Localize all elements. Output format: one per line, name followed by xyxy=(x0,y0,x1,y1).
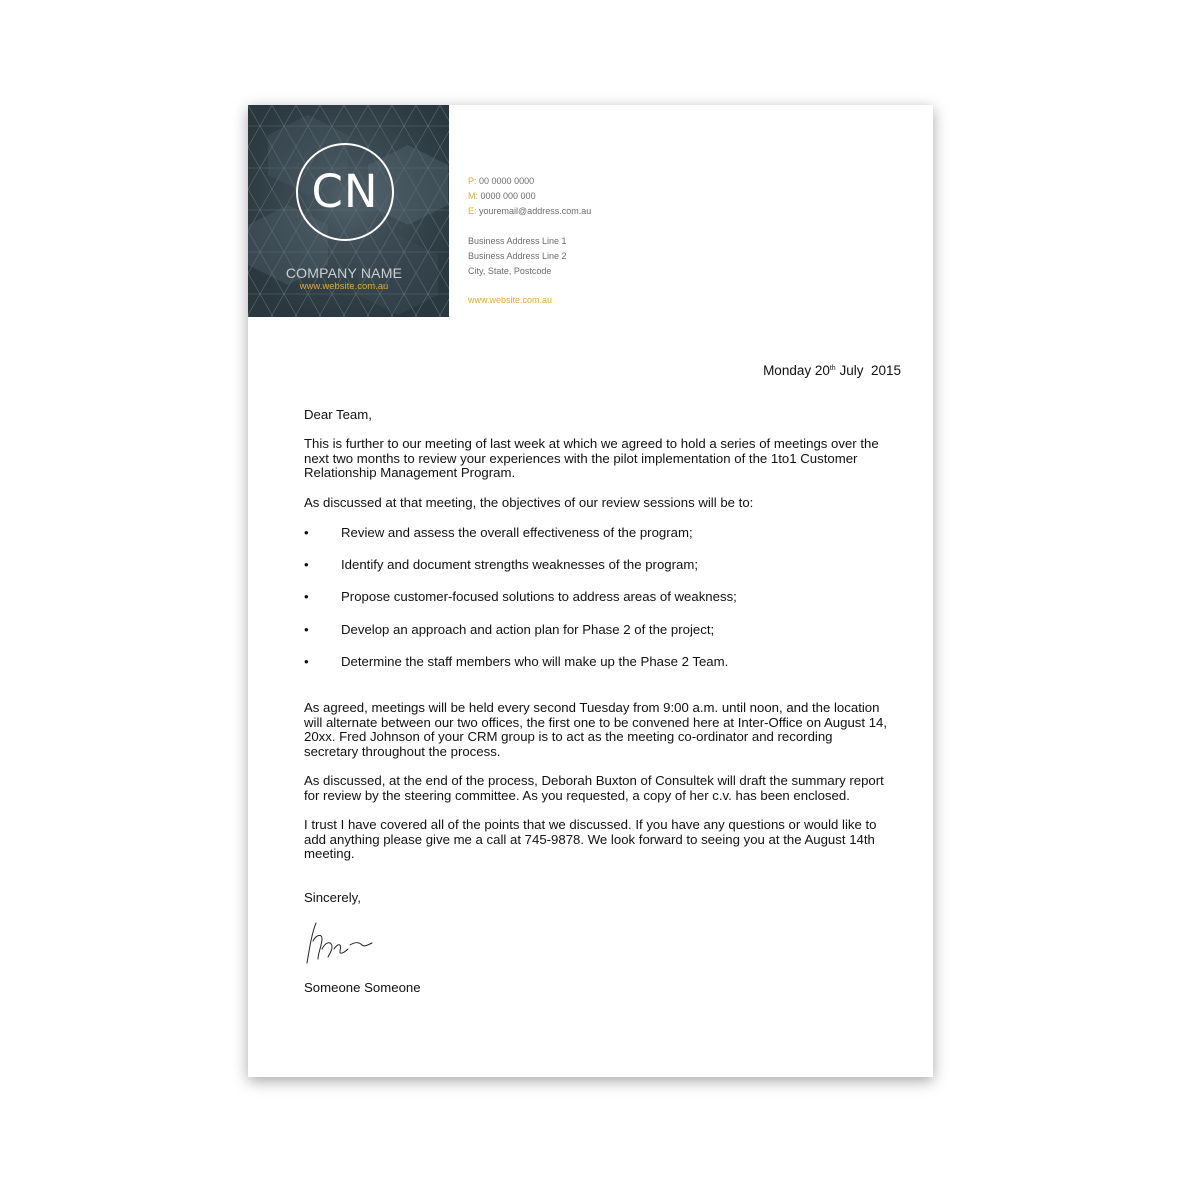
salutation: Dear Team, xyxy=(304,407,372,422)
bullet-dot: • xyxy=(304,589,309,604)
list-item-text: Identify and document strengths weaknesses of the program; xyxy=(341,557,698,572)
closing-word: Sincerely, xyxy=(304,890,361,905)
logo-initials: CN xyxy=(311,164,379,218)
mobile-label: M: xyxy=(468,191,478,201)
bullet-dot: • xyxy=(304,557,309,572)
email-label: E: xyxy=(468,206,477,216)
list-item-text: Determine the staff members who will make up the Phase 2 Team. xyxy=(341,654,729,669)
mobile-value: 0000 000 000 xyxy=(480,191,536,201)
address-line-2: Business Address Line 2 xyxy=(468,251,567,261)
paragraph-closing: I trust I have covered all of the points that we discussed. If you have any questions or would like to add anything please give me a call at 745-9878. We look forward to seeing you at the August 14th meeting. xyxy=(304,817,877,862)
letter-date xyxy=(763,363,901,378)
email-value: youremail@address.com.au xyxy=(479,206,592,216)
signature-image xyxy=(304,919,384,967)
company-logo-block xyxy=(248,105,449,317)
letter-page xyxy=(248,105,933,1077)
company-name: COMPANY NAME xyxy=(285,265,403,281)
paragraph-intro: This is further to our meeting of last week at which we agreed to hold a series of meetings over the next two months to review your experiences with the pilot implementation of the 1to1 Customer Relationship Management Program. xyxy=(304,436,879,481)
bullet-dot: • xyxy=(304,622,309,637)
email-line xyxy=(468,204,591,219)
business-address xyxy=(468,234,567,279)
paragraph-report: As discussed, at the end of the process, Deborah Buxton of Consultek will draft the summary report for review by the steering committee. As you requested, a copy of her c.v. has been enclosed. xyxy=(304,773,884,803)
address-line-1: Business Address Line 1 xyxy=(468,236,567,246)
address-line-3: City, State, Postcode xyxy=(468,266,552,276)
list-item-text: Propose customer-focused solutions to address areas of weakness; xyxy=(341,589,737,604)
header-website: www.website.com.au xyxy=(468,295,553,305)
contact-details xyxy=(468,174,591,219)
date-suffix: th xyxy=(829,365,836,372)
date-prefix: Monday 20 xyxy=(763,363,830,378)
paragraph-objectives: As discussed at that meeting, the objectives of our review sessions will be to: xyxy=(304,495,754,510)
bullet-dot: • xyxy=(304,654,309,669)
logo-circle xyxy=(296,143,394,241)
date-rest: July 2015 xyxy=(835,363,901,378)
list-item-text: Review and assess the overall effectiveness of the program; xyxy=(341,525,693,540)
paragraph-meetings: As agreed, meetings will be held every second Tuesday from 9:00 a.m. until noon, and the location will alternate between our two offices, the first one to be convened here at Inter-Office on August 14, 20xx. Fred Johnson of your CRM group is to act as the meeting co-ordinator and recording secretary throughout the process. xyxy=(304,700,888,759)
phone-value: 00 0000 0000 xyxy=(479,176,535,186)
phone-line xyxy=(468,174,591,189)
bullet-dot: • xyxy=(304,525,309,540)
mobile-line xyxy=(468,189,591,204)
signer-name: Someone Someone xyxy=(304,980,421,995)
list-item-text: Develop an approach and action plan for Phase 2 of the project; xyxy=(341,622,715,637)
phone-label: P: xyxy=(468,176,477,186)
logo-website: www.website.com.au xyxy=(299,281,389,292)
